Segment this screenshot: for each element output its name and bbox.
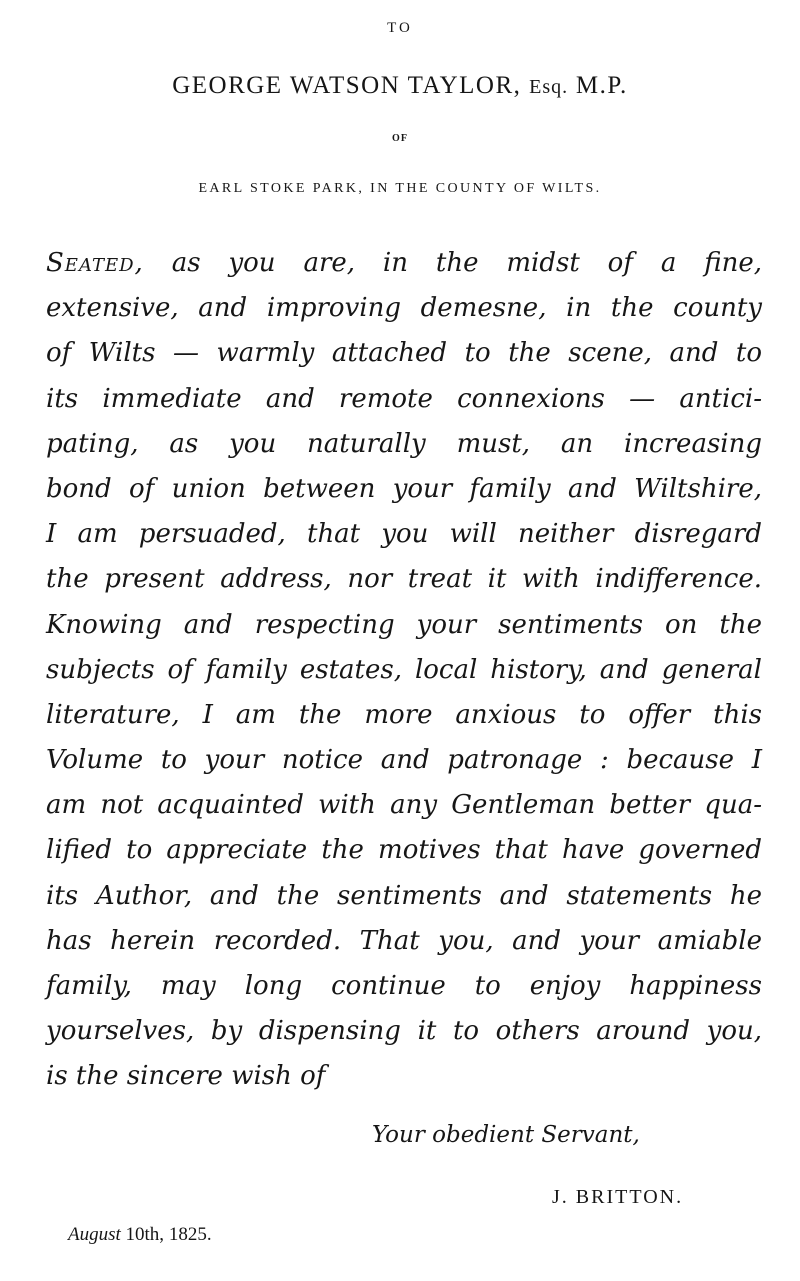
opening-word: Seated,	[46, 248, 144, 278]
closing-salutation: Your obedient Servant,	[372, 1122, 640, 1148]
addressee-heading	[0, 72, 800, 100]
body-line: am not acquainted with any Gentleman better qua-	[46, 790, 762, 821]
dedication-date	[68, 1224, 212, 1246]
author-signature: J. BRITTON.	[552, 1186, 684, 1208]
body-line: Knowing and respecting your sentiments on the	[46, 609, 762, 640]
body-line: pating, as you naturally must, an increasing	[46, 428, 762, 459]
date-day: 10th,	[125, 1224, 165, 1245]
date-year: 1825.	[168, 1224, 212, 1245]
body-line: extensive, and improving demesne, in the county	[46, 293, 762, 324]
body-line: Seated, as you are, in the midst of a fine,	[46, 248, 762, 278]
dedication-body	[46, 241, 762, 1100]
body-line: family, may long continue to enjoy happiness	[46, 971, 762, 1001]
body-line: literature, I am the more anxious to offer this	[46, 699, 762, 730]
dedication-to: TO	[387, 20, 413, 36]
body-line: lified to appreciate the motives that have governed	[46, 835, 762, 866]
body-line: has herein recorded. That you, and your amiable	[46, 925, 762, 956]
body-line: is the sincere wish of	[46, 1061, 326, 1092]
body-line: its Author, and the sentiments and statements he	[46, 880, 762, 911]
body-line: yourselves, by dispensing it to others around you,	[46, 1016, 762, 1047]
of-word: OF	[392, 133, 408, 144]
body-line: of Wilts — warmly attached to the scene, and to	[46, 338, 762, 369]
addressee-title: Esq.	[529, 76, 569, 98]
body-line: subjects of family estates, local history, and general	[46, 654, 762, 685]
body-line: I am persuaded, that you will neither disregard	[46, 519, 762, 550]
body-line: the present address, nor treat it with indifference.	[46, 564, 762, 595]
addressee-suffix: M.P.	[575, 72, 628, 99]
date-month: August	[68, 1224, 121, 1245]
body-line: Volume to your notice and patronage : because I	[46, 745, 762, 776]
addressee-name: GEORGE WATSON TAYLOR,	[172, 72, 522, 99]
estate-location: EARL STOKE PARK, IN THE COUNTY OF WILTS.	[198, 181, 602, 196]
body-line: its immediate and remote connexions — antici-	[46, 383, 762, 414]
body-line: bond of union between your family and Wiltshire,	[46, 473, 762, 504]
